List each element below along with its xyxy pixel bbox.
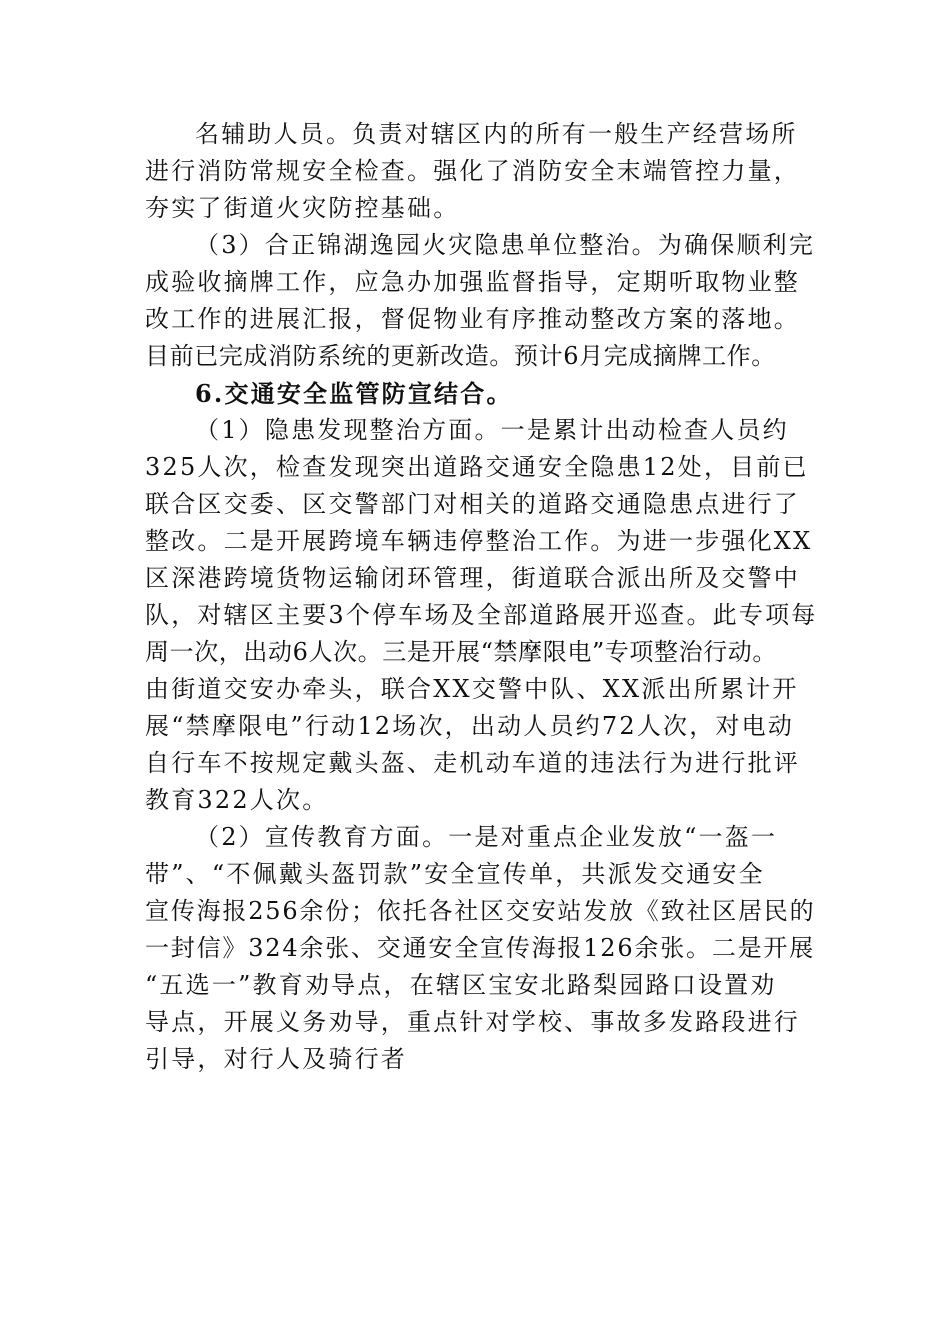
text-line: 目前已完成消防系统的更新改造。预计6月完成摘牌工作。 [145, 342, 776, 370]
text-line: 成验收摘牌工作，应急办加强监督指导，定期听取物业整 [145, 268, 800, 296]
text-line: 联合区交委、区交警部门对相关的道路交通隐患点进行了 [145, 490, 800, 518]
text-line: 一封信》324余张、交通安全宣传海报126余张。二是开展 [145, 934, 816, 962]
text-line: 教育322人次。 [145, 786, 329, 814]
text-line: 区深港跨境货物运输闭环管理，街道联合派出所及交警中 [145, 564, 800, 592]
text-line: 325人次，检查发现突出道路交通安全隐患12处，目前已 [145, 453, 809, 481]
text-line: 周一次，出动6人次。三是开展“禁摩限电”专项整治行动。 [145, 638, 778, 666]
text-line: 夯实了街道火灾防控基础。 [145, 194, 460, 222]
text-line: （3）合正锦湖逸园火灾隐患单位整治。为确保顺利完 [195, 231, 816, 259]
text-line: 名辅助人员。负责对辖区内的所有一般生产经营场所 [195, 120, 798, 148]
text-line: 整改。二是开展跨境车辆违停整治工作。为进一步强化XX [145, 527, 813, 555]
text-line: “五选一”教育劝导点，在辖区宝安北路梨园路口设置劝 [145, 971, 777, 999]
text-line: （1）隐患发现整治方面。一是累计出动检查人员约 [195, 416, 789, 444]
text-line: 进行消防常规安全检查。强化了消防安全末端管控力量， [145, 157, 800, 185]
text-line: （2）宣传教育方面。一是对重点企业发放“一盔一 [195, 823, 778, 851]
text-line: 自行车不按规定戴头盔、走机动车道的违法行为进行批评 [145, 749, 800, 777]
text-line: 引导，对行人及骑行者 [145, 1045, 407, 1073]
document-body [145, 116, 818, 1078]
text-line: 由街道交安办牵头，联合XX交警中队、XX派出所累计开 [145, 675, 799, 703]
text-line: 带”、“不佩戴头盔罚款”安全宣传单，共派发交通安全 [145, 860, 765, 888]
text-line: 宣传海报256余份；依托各社区交安站发放《致社区居民的 [145, 897, 816, 925]
text-line: 队，对辖区主要3个停车场及全部道路展开巡查。此专项每 [145, 601, 818, 629]
section-heading: 6.交通安全监管防宣结合。 [195, 379, 513, 408]
text-line: 改工作的进展汇报，督促物业有序推动整改方案的落地。 [145, 305, 800, 333]
text-line: 展“禁摩限电”行动12场次，出动人员约72人次，对电动 [145, 712, 795, 740]
text-line: 导点，开展义务劝导，重点针对学校、事故多发路段进行 [145, 1008, 800, 1036]
